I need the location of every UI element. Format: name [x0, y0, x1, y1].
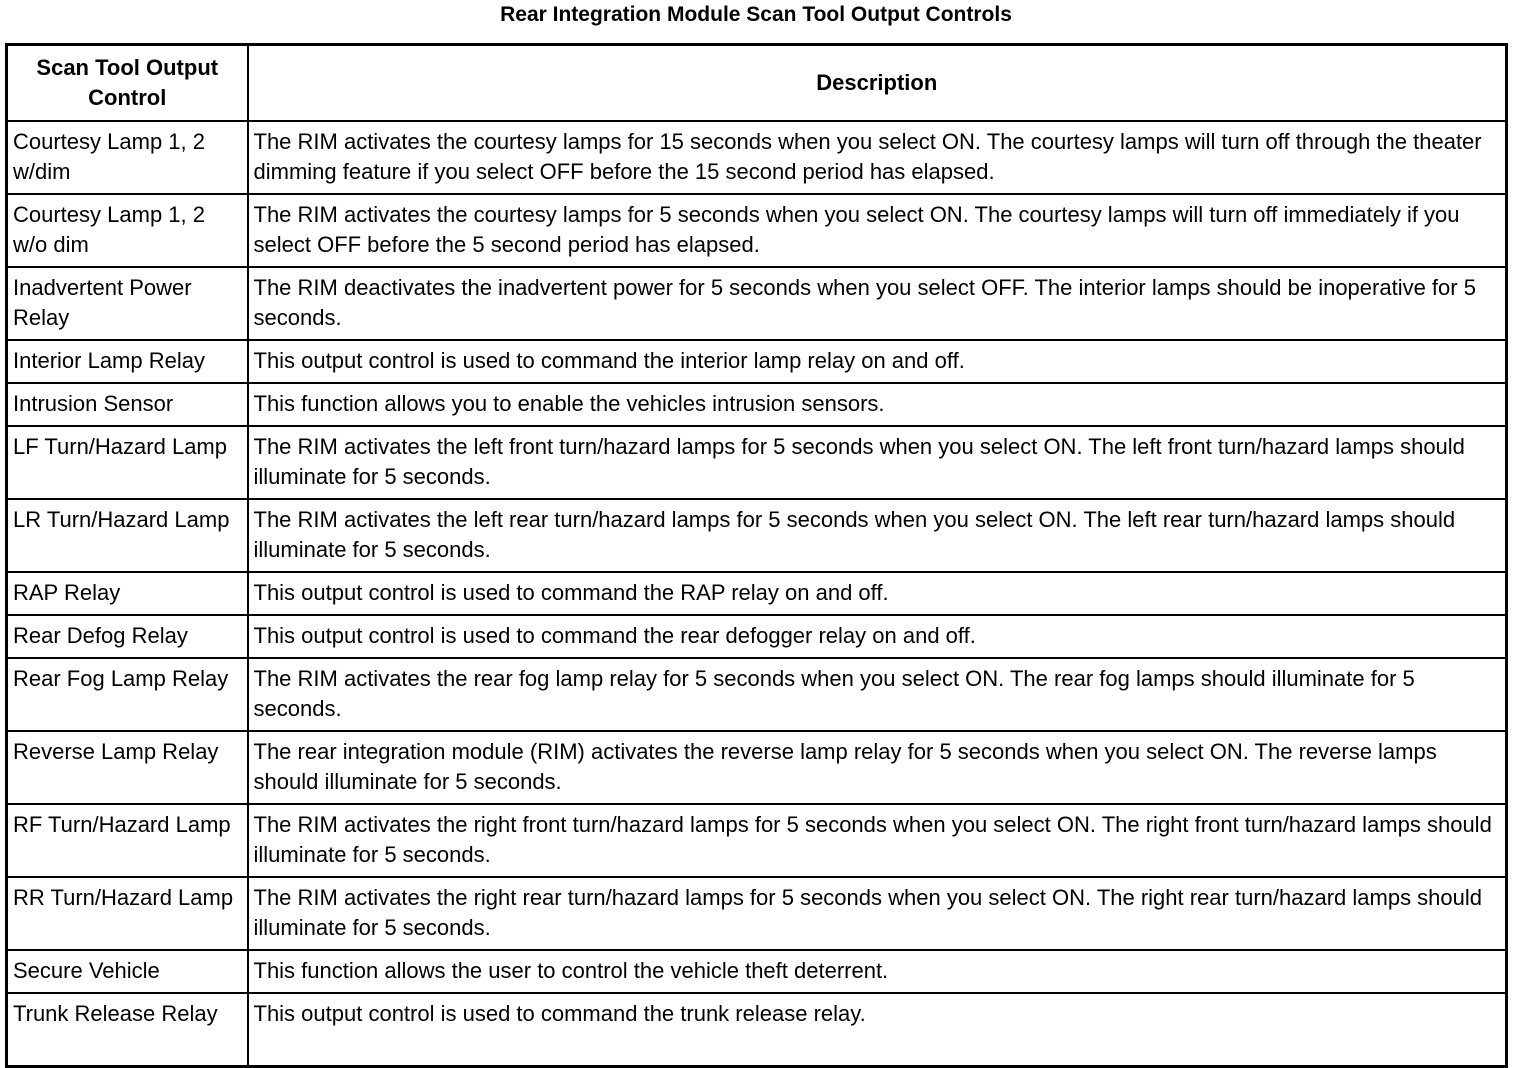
table-body — [7, 121, 1507, 1067]
table-row — [7, 950, 1507, 993]
cell-description: The RIM deactivates the inadvertent power for 5 seconds when you select OFF. The interior lamps should be inoperative for 5 seconds. — [248, 267, 1507, 340]
cell-control: Inadvertent Power Relay — [7, 267, 248, 340]
cell-control: RR Turn/Hazard Lamp — [7, 877, 248, 950]
cell-control: Courtesy Lamp 1, 2 w/dim — [7, 121, 248, 194]
header-row — [7, 45, 1507, 122]
table-row — [7, 993, 1507, 1067]
table-row — [7, 426, 1507, 499]
cell-control: Rear Defog Relay — [7, 615, 248, 658]
output-controls-table — [5, 43, 1508, 1068]
cell-control: Intrusion Sensor — [7, 383, 248, 426]
table-row — [7, 731, 1507, 804]
table-row — [7, 572, 1507, 615]
cell-control: LR Turn/Hazard Lamp — [7, 499, 248, 572]
cell-description: The rear integration module (RIM) activates the reverse lamp relay for 5 seconds when you select ON. The reverse lamps should illuminate for 5 seconds. — [248, 731, 1507, 804]
table-row — [7, 194, 1507, 267]
table-title: Rear Integration Module Scan Tool Output Controls — [500, 3, 1012, 26]
table-row — [7, 121, 1507, 194]
table-row — [7, 658, 1507, 731]
cell-description: The RIM activates the left front turn/hazard lamps for 5 seconds when you select ON. The left front turn/hazard lamps should illuminate for 5 seconds. — [248, 426, 1507, 499]
cell-description: This output control is used to command the rear defogger relay on and off. — [248, 615, 1507, 658]
table-row — [7, 615, 1507, 658]
cell-control: LF Turn/Hazard Lamp — [7, 426, 248, 499]
table-row — [7, 499, 1507, 572]
header-control: Scan Tool Output Control — [7, 45, 248, 122]
cell-control: Secure Vehicle — [7, 950, 248, 993]
table-row — [7, 804, 1507, 877]
table-row — [7, 340, 1507, 383]
cell-description: The RIM activates the courtesy lamps for 15 seconds when you select ON. The courtesy lamps will turn off through the theater dimming feature if you select OFF before the 15 second period has elapsed. — [248, 121, 1507, 194]
cell-control: RAP Relay — [7, 572, 248, 615]
cell-description: This output control is used to command the trunk release relay. — [248, 993, 1507, 1067]
cell-description: This output control is used to command the RAP relay on and off. — [248, 572, 1507, 615]
cell-description: The RIM activates the left rear turn/hazard lamps for 5 seconds when you select ON. The left rear turn/hazard lamps should illuminate for 5 seconds. — [248, 499, 1507, 572]
cell-description: The RIM activates the right rear turn/hazard lamps for 5 seconds when you select ON. The right rear turn/hazard lamps should illuminate for 5 seconds. — [248, 877, 1507, 950]
table-row — [7, 267, 1507, 340]
cell-control: Reverse Lamp Relay — [7, 731, 248, 804]
table-row — [7, 877, 1507, 950]
cell-description: This function allows the user to control the vehicle theft deterrent. — [248, 950, 1507, 993]
cell-control: RF Turn/Hazard Lamp — [7, 804, 248, 877]
cell-description: The RIM activates the rear fog lamp relay for 5 seconds when you select ON. The rear fog lamps should illuminate for 5 seconds. — [248, 658, 1507, 731]
cell-description: This function allows you to enable the vehicles intrusion sensors. — [248, 383, 1507, 426]
cell-control: Rear Fog Lamp Relay — [7, 658, 248, 731]
cell-control: Trunk Release Relay — [7, 993, 248, 1067]
cell-description: The RIM activates the right front turn/hazard lamps for 5 seconds when you select ON. The right front turn/hazard lamps should illuminate for 5 seconds. — [248, 804, 1507, 877]
cell-description: The RIM activates the courtesy lamps for 5 seconds when you select ON. The courtesy lamps will turn off immediately if you select OFF before the 5 second period has elapsed. — [248, 194, 1507, 267]
cell-control: Courtesy Lamp 1, 2 w/o dim — [7, 194, 248, 267]
table-row — [7, 383, 1507, 426]
cell-description: This output control is used to command the interior lamp relay on and off. — [248, 340, 1507, 383]
header-description: Description — [248, 45, 1507, 122]
cell-control: Interior Lamp Relay — [7, 340, 248, 383]
